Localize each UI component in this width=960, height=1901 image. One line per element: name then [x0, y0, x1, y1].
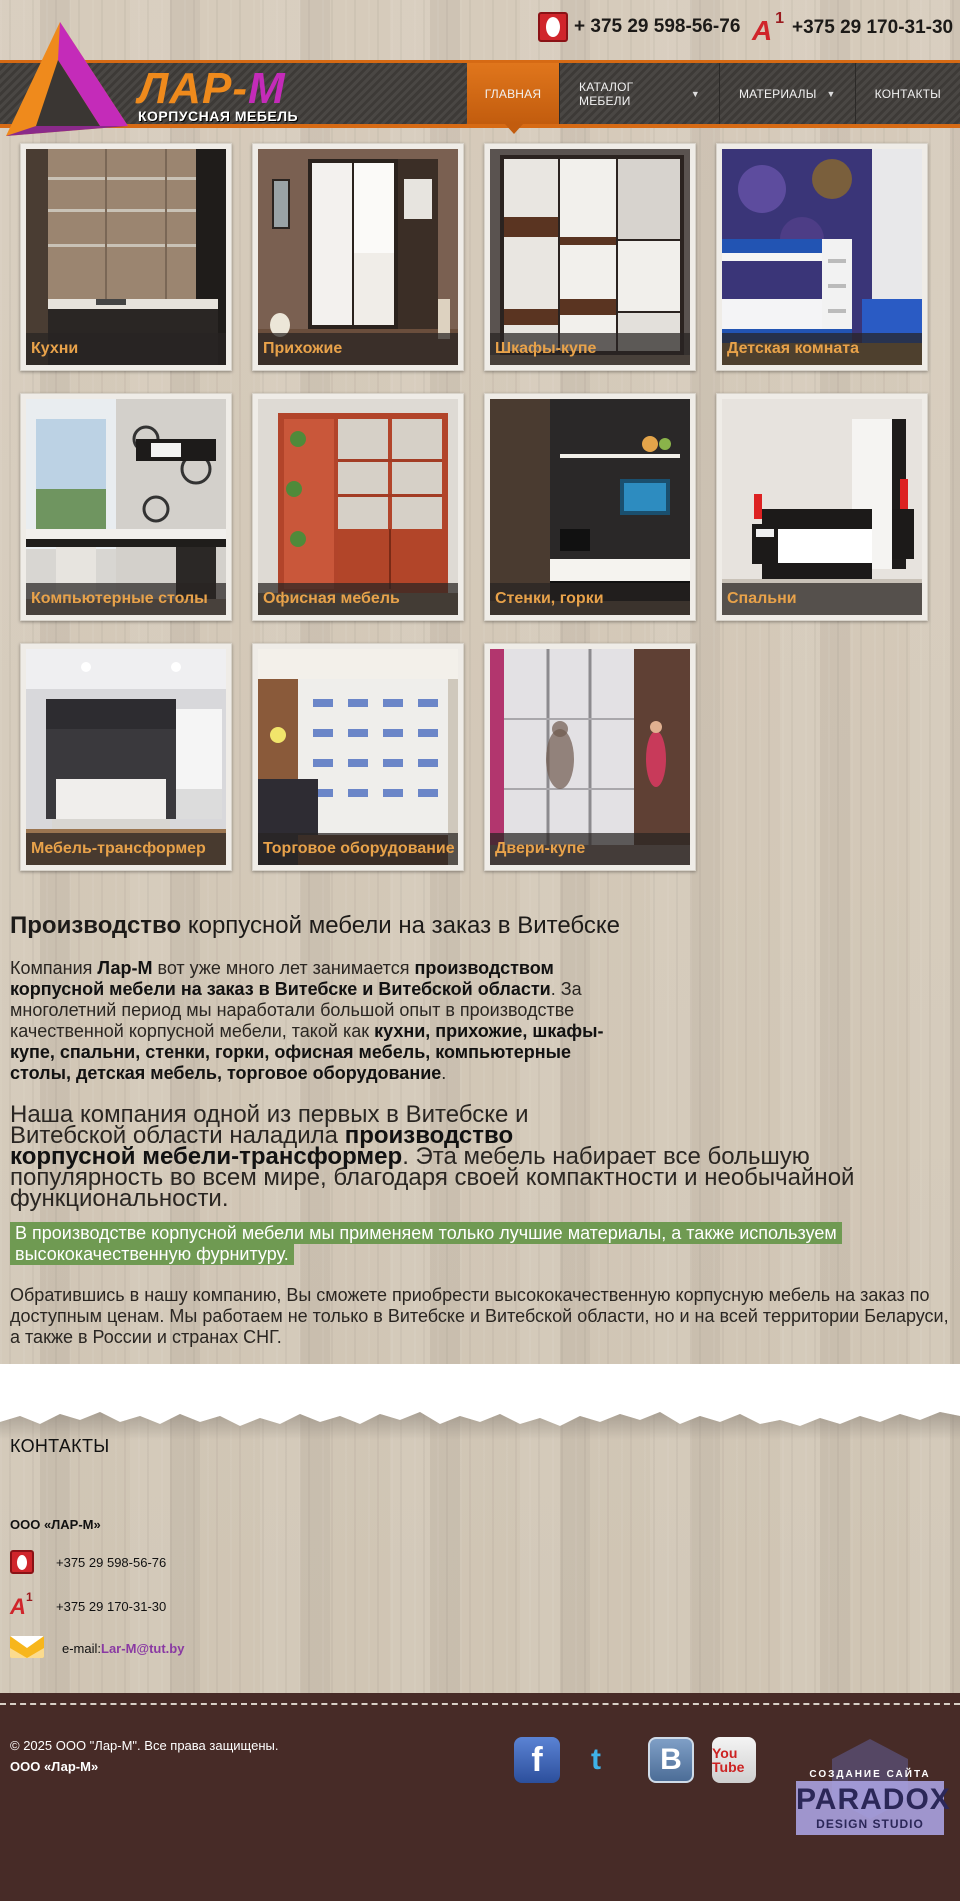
- tile-photo: [258, 399, 458, 615]
- contacts-phone-mts[interactable]: [10, 1550, 166, 1574]
- site-footer: [0, 1693, 960, 1901]
- catalog-tile-office-furniture[interactable]: [252, 393, 464, 621]
- mts-operator-icon: [10, 1550, 34, 1574]
- chevron-down-icon: ▼: [826, 88, 836, 99]
- a1-operator-icon: A 1: [752, 10, 784, 46]
- studio-name: PARADOX: [796, 1783, 951, 1816]
- header-phone1-text: + 375 29 598-56-76: [574, 16, 741, 37]
- contacts-email: [10, 1636, 184, 1660]
- page-title: Производство корпусной мебели на заказ в Витебске: [10, 912, 620, 939]
- catalog-tile-wardrobes[interactable]: [484, 143, 696, 371]
- about-highlight: В производстве корпусной мебели мы применяем только лучшие материалы, а также используем высококачественную фурнитуру.: [10, 1223, 880, 1265]
- nav-item-home[interactable]: ГЛАВНАЯ: [467, 63, 560, 124]
- a1-operator-icon: A 1: [10, 1590, 33, 1619]
- tile-photo: [722, 399, 922, 615]
- about-section: [10, 912, 949, 1348]
- footer-org: ООО «Лар-М»: [10, 1759, 99, 1774]
- vkontakte-icon[interactable]: B: [648, 1737, 694, 1783]
- tile-photo: [490, 399, 690, 615]
- paradox-studio-logo[interactable]: [796, 1739, 951, 1843]
- catalog-tile-retail-equipment[interactable]: [252, 643, 464, 871]
- contacts-phone-a1[interactable]: [10, 1590, 167, 1619]
- tile-caption: Прихожие: [258, 333, 458, 365]
- tile-photo: [26, 149, 226, 365]
- facebook-icon[interactable]: f: [514, 1737, 560, 1783]
- catalog-tile-kids-room[interactable]: [716, 143, 928, 371]
- main-nav: [467, 63, 960, 124]
- contacts-org: ООО «ЛАР-М»: [10, 1517, 101, 1532]
- tile-caption: Компьютерные столы: [26, 583, 226, 615]
- footer-copyright: [10, 1735, 278, 1777]
- about-paragraph-4: Обратившись в нашу компанию, Вы сможете приобрести высококачественную корпусную мебель на заказ по доступным ценам. Мы работаем не только в Витебске и Витебской области, но и на всей территории Беларуси, а также в России и странах СНГ.: [10, 1285, 949, 1347]
- header-phone2-text: +375 29 170-31-30: [792, 17, 954, 38]
- tile-caption: Мебель-трансформер: [26, 833, 226, 865]
- catalog-tile-hallways[interactable]: [252, 143, 464, 371]
- tile-photo: [490, 149, 690, 365]
- catalog-tile-bedrooms[interactable]: [716, 393, 928, 621]
- catalog-tile-wall-units[interactable]: [484, 393, 696, 621]
- youtube-icon[interactable]: You Tube: [712, 1737, 756, 1783]
- contacts-title: КОНТАКТЫ: [10, 1436, 110, 1456]
- catalog-tile-sliding-doors[interactable]: [484, 643, 696, 871]
- tile-caption: Стенки, горки: [490, 583, 690, 615]
- mts-operator-icon: [538, 12, 568, 42]
- tile-photo: [490, 649, 690, 865]
- tile-photo: [258, 149, 458, 365]
- tile-caption: Торговое оборудование: [258, 833, 458, 865]
- studio-tagline: СОЗДАНИЕ САЙТА: [809, 1769, 931, 1780]
- site-logo[interactable]: [0, 20, 330, 138]
- contacts-section: [10, 1436, 110, 1457]
- catalog-tile-kitchens[interactable]: [20, 143, 232, 371]
- tile-caption: Шкафы-купе: [490, 333, 690, 365]
- nav-item-catalog[interactable]: КАТАЛОГ МЕБЕЛИ ▼: [560, 63, 720, 124]
- contacts-phone2-text: +375 29 170-31-30: [56, 1598, 167, 1614]
- about-paragraph-1: Компания Лар-М вот уже много лет занимается производством корпусной мебели на заказ в Витебске и Витебской области. За многолетний период мы наработали большой опыт в производстве качественной корпусной мебели, такой как кухни, прихожие, шкафы-купе, спальни, стенки, горки, офисная мебель, компьютерные столы, детская мебель, торговое оборудование.: [10, 958, 604, 1083]
- logo-tagline: КОРПУСНАЯ МЕБЕЛЬ: [138, 108, 299, 124]
- logo-name: ЛАР-М: [138, 64, 286, 113]
- tile-caption: Детская комната: [722, 333, 922, 365]
- tile-photo: [26, 649, 226, 865]
- studio-subtitle: DESIGN STUDIO: [816, 1817, 924, 1831]
- copyright-text: © 2025 ООО "Лар-М". Все права защищены.: [10, 1738, 279, 1753]
- email-link[interactable]: Lar-M@tut.by: [101, 1640, 185, 1656]
- tile-photo: [258, 649, 458, 865]
- catalog-tile-transformer-furniture[interactable]: [20, 643, 232, 871]
- nav-item-contacts[interactable]: КОНТАКТЫ: [874, 86, 941, 101]
- email-label: e-mail:: [62, 1640, 102, 1656]
- envelope-icon: [10, 1636, 44, 1658]
- footer-stitch-divider: [0, 1703, 960, 1705]
- catalog-tile-computer-desks[interactable]: [20, 393, 232, 621]
- tile-caption: Двери-купе: [490, 833, 690, 865]
- tile-photo: [26, 399, 226, 615]
- twitter-icon[interactable]: t: [591, 1743, 601, 1776]
- about-paragraph-2: Наша компания одной из первых в Витебске и Витебской области наладила производство корпусной мебели-трансформер. Эта мебель набирает все большую популярность во всем мире, благодаря своей компактности и необычайной функциональности.: [10, 1101, 855, 1212]
- tile-photo: [722, 149, 922, 365]
- header-phone-a1[interactable]: [752, 12, 953, 44]
- chevron-down-icon: ▼: [690, 88, 700, 99]
- logo-triangle-icon: [0, 20, 140, 140]
- tile-caption: Спальни: [722, 583, 922, 615]
- contacts-phone1-text: +375 29 598-56-76: [56, 1554, 167, 1570]
- nav-item-materials[interactable]: МАТЕРИАЛЫ ▼: [720, 63, 856, 124]
- tile-caption: Офисная мебель: [258, 583, 458, 615]
- tile-caption: Кухни: [26, 333, 226, 365]
- torn-paper-divider: [0, 1364, 960, 1444]
- header-phone-mts[interactable]: [538, 12, 740, 42]
